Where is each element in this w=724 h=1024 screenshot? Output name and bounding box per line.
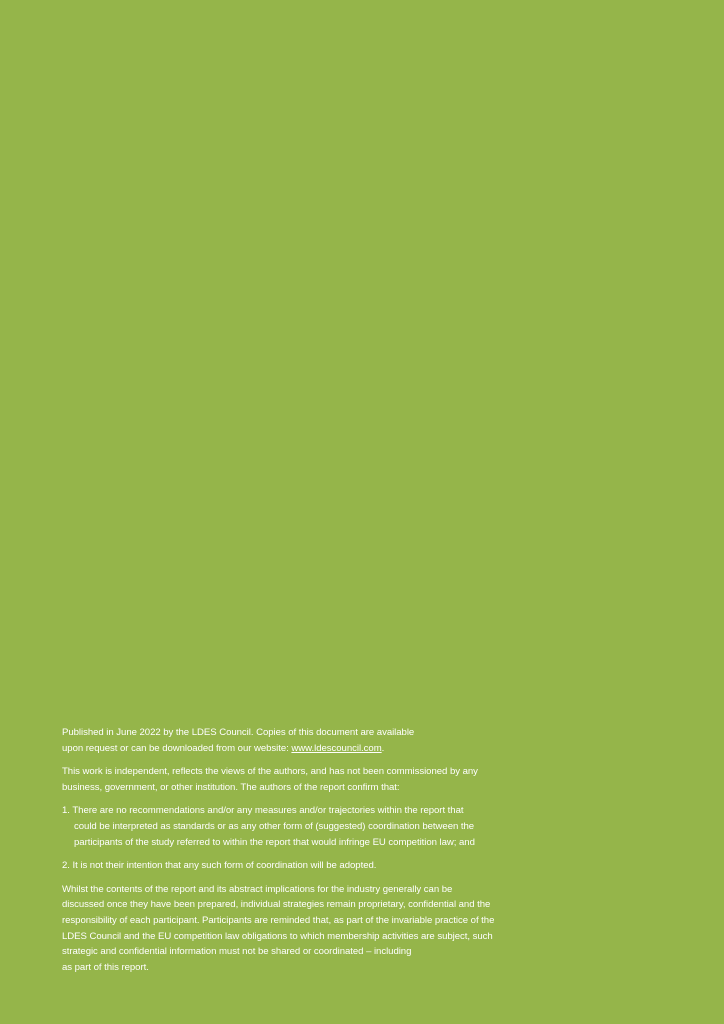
website-link[interactable]: www.ldescouncil.com — [291, 742, 382, 754]
confirmation-1-line-1: 1. There are no recommendations and/or any measures and/or trajectories within the report that — [62, 805, 464, 817]
confirmation-item-1 — [62, 803, 582, 850]
publication-line-2-prefix: upon request or can be downloaded from our website: — [62, 742, 292, 754]
independence-line-1: This work is independent, reflects the views of the authors, and has not been commissioned by any — [62, 766, 478, 778]
confirmation-1-line-2: could be interpreted as standards or as any other form of (suggested) coordination between the — [74, 820, 475, 832]
closing-line-1: Whilst the contents of the report and its abstract implications for the industry generally can be — [62, 883, 453, 895]
closing-paragraph — [62, 882, 582, 976]
publication-paragraph — [62, 725, 582, 756]
legal-notice — [62, 725, 582, 983]
independence-paragraph — [62, 764, 582, 795]
closing-line-5: strategic and confidential information must not be shared or coordinated – including — [62, 946, 412, 958]
confirmation-1-line-3: participants of the study referred to within the report that would infringe EU competition law; and — [74, 836, 475, 848]
publication-line-2 — [62, 741, 582, 757]
publication-line-1: Published in June 2022 by the LDES Council. Copies of this document are available — [62, 727, 415, 738]
confirmation-2-line-1: 2. It is not their intention that any such form of coordination will be adopted. — [62, 860, 377, 872]
independence-line-2: business, government, or other institution. The authors of the report confirm that: — [62, 781, 400, 793]
closing-line-3: responsibility of each participant. Participants are reminded that, as part of the invariable practice of the — [62, 914, 495, 926]
closing-line-6: as part of this report. — [62, 961, 149, 973]
closing-line-4: LDES Council and the EU competition law obligations to which membership activities are subject, such — [62, 930, 493, 942]
closing-line-2: discussed once they have been prepared, individual strategies remain proprietary, confidential and the — [62, 899, 491, 911]
publication-line-2-suffix: . — [381, 742, 385, 754]
confirmation-item-2 — [62, 858, 582, 874]
